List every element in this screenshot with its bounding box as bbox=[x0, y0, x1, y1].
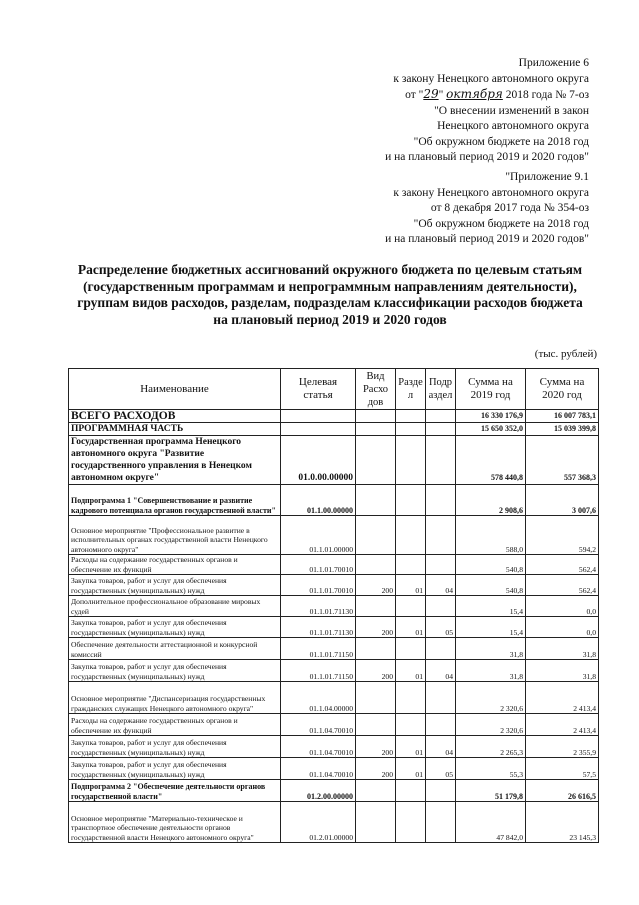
row-podrazdel: 04 bbox=[426, 575, 456, 596]
row-razdel bbox=[396, 485, 426, 516]
row-sum-2020: 15 039 399,8 bbox=[526, 423, 599, 436]
row-podrazdel: 04 bbox=[426, 660, 456, 682]
table-row bbox=[69, 575, 599, 596]
row-sum-2020: 0,0 bbox=[526, 617, 599, 638]
col-header-vid: Вид Расхо дов bbox=[356, 369, 396, 410]
row-sum-2019: 588,0 bbox=[456, 516, 526, 555]
col-header-razdel: Разде л bbox=[396, 369, 426, 410]
row-code: 01.1.01.71130 bbox=[281, 596, 356, 617]
row-name: Основное мероприятие "Профессиональное развитие в исполнительных органах государственной власти Ненецкого автономного округа" bbox=[69, 516, 281, 555]
row-sum-2020: 23 145,3 bbox=[526, 802, 599, 843]
row-vid: 200 bbox=[356, 736, 396, 758]
row-name: Обеспечение деятельности аттестационной и конкурсной комиссий bbox=[69, 638, 281, 660]
row-name: Государственная программа Ненецкого автономного округа "Развитие государственного управления в Ненецком автономном округе" bbox=[69, 436, 281, 485]
row-razdel bbox=[396, 423, 426, 436]
row-sum-2019: 2 265,3 bbox=[456, 736, 526, 758]
col-header-name: Наименование bbox=[69, 369, 281, 410]
row-code: 01.1.00.00000 bbox=[281, 485, 356, 516]
table-row bbox=[69, 736, 599, 758]
row-code: 01.0.00.00000 bbox=[281, 436, 356, 485]
row-name: Закупка товаров, работ и услуг для обеспечения государственных (муниципальных) нужд bbox=[69, 660, 281, 682]
row-sum-2019: 15 650 352,0 bbox=[456, 423, 526, 436]
row-vid bbox=[356, 802, 396, 843]
row-podrazdel bbox=[426, 802, 456, 843]
row-name: ВСЕГО РАСХОДОВ bbox=[69, 410, 281, 423]
row-razdel bbox=[396, 555, 426, 575]
row-sum-2020: 594,2 bbox=[526, 516, 599, 555]
row-vid bbox=[356, 485, 396, 516]
row-name: Расходы на содержание государственных органов и обеспечение их функций bbox=[69, 555, 281, 575]
col-header-code: Целевая статья bbox=[281, 369, 356, 410]
row-sum-2019: 16 330 176,9 bbox=[456, 410, 526, 423]
row-sum-2020: 31,8 bbox=[526, 638, 599, 660]
row-podrazdel: 04 bbox=[426, 736, 456, 758]
row-name: ПРОГРАММНАЯ ЧАСТЬ bbox=[69, 423, 281, 436]
row-sum-2020: 2 413,4 bbox=[526, 682, 599, 714]
table-row bbox=[69, 802, 599, 843]
row-razdel bbox=[396, 596, 426, 617]
appendix-line: и на плановый период 2019 и 2020 годов" bbox=[385, 233, 589, 245]
row-code: 01.1.04.70010 bbox=[281, 736, 356, 758]
appendix-line: Приложение 6 bbox=[518, 57, 589, 69]
appendix2-header bbox=[385, 170, 589, 248]
row-sum-2020: 562,4 bbox=[526, 575, 599, 596]
row-sum-2019: 31,8 bbox=[456, 638, 526, 660]
row-name: Закупка товаров, работ и услуг для обеспечения государственных (муниципальных) нужд bbox=[69, 758, 281, 780]
col-header-2019: Сумма на 2019 год bbox=[456, 369, 526, 410]
row-code: 01.2.00.00000 bbox=[281, 780, 356, 802]
table-row bbox=[69, 617, 599, 638]
row-sum-2020: 0,0 bbox=[526, 596, 599, 617]
row-name: Подпрограмма 2 "Обеспечение деятельности органов государственной власти" bbox=[69, 780, 281, 802]
budget-table bbox=[68, 368, 599, 843]
table-row bbox=[69, 410, 599, 423]
row-vid bbox=[356, 638, 396, 660]
row-code: 01.1.01.71150 bbox=[281, 638, 356, 660]
table-row bbox=[69, 660, 599, 682]
row-sum-2019: 15,4 bbox=[456, 596, 526, 617]
row-vid bbox=[356, 436, 396, 485]
row-razdel: 01 bbox=[396, 617, 426, 638]
row-vid bbox=[356, 682, 396, 714]
table-row bbox=[69, 682, 599, 714]
table-row bbox=[69, 714, 599, 736]
row-razdel: 01 bbox=[396, 758, 426, 780]
row-razdel: 01 bbox=[396, 575, 426, 596]
row-sum-2019: 2 908,6 bbox=[456, 485, 526, 516]
row-sum-2019: 540,8 bbox=[456, 575, 526, 596]
row-sum-2019: 51 179,8 bbox=[456, 780, 526, 802]
row-sum-2019: 2 320,6 bbox=[456, 682, 526, 714]
row-code bbox=[281, 423, 356, 436]
row-podrazdel bbox=[426, 436, 456, 485]
row-sum-2020: 26 616,5 bbox=[526, 780, 599, 802]
table-row bbox=[69, 596, 599, 617]
row-name: Расходы на содержание государственных органов и обеспечение их функций bbox=[69, 714, 281, 736]
row-code bbox=[281, 410, 356, 423]
row-podrazdel bbox=[426, 596, 456, 617]
text: 2018 года № 7-оз bbox=[502, 89, 589, 101]
row-name: Закупка товаров, работ и услуг для обеспечения государственных (муниципальных) нужд bbox=[69, 617, 281, 638]
row-razdel bbox=[396, 780, 426, 802]
row-razdel bbox=[396, 638, 426, 660]
table-row bbox=[69, 638, 599, 660]
row-name: Закупка товаров, работ и услуг для обеспечения государственных (муниципальных) нужд bbox=[69, 575, 281, 596]
table-row bbox=[69, 436, 599, 485]
row-vid bbox=[356, 780, 396, 802]
row-podrazdel: 05 bbox=[426, 758, 456, 780]
row-vid: 200 bbox=[356, 617, 396, 638]
row-podrazdel: 05 bbox=[426, 617, 456, 638]
row-sum-2019: 15,4 bbox=[456, 617, 526, 638]
row-vid bbox=[356, 555, 396, 575]
appendix-line: "О внесении изменений в закон bbox=[434, 104, 589, 117]
document-title bbox=[60, 262, 600, 328]
row-vid bbox=[356, 714, 396, 736]
row-razdel bbox=[396, 802, 426, 843]
row-sum-2020: 16 007 783,1 bbox=[526, 410, 599, 423]
row-code: 01.1.01.71150 bbox=[281, 660, 356, 682]
appendix-header bbox=[385, 56, 589, 166]
row-podrazdel bbox=[426, 714, 456, 736]
row-vid bbox=[356, 516, 396, 555]
appendix-line: от 8 декабря 2017 года № 354-оз bbox=[430, 202, 589, 214]
title-line: (государственным программам и непрограммным направлениям деятельности), bbox=[83, 278, 577, 294]
row-code: 01.1.01.00000 bbox=[281, 516, 356, 555]
row-name: Основное мероприятие "Диспансеризация государственных гражданских служащих Ненецкого автономного округа" bbox=[69, 682, 281, 714]
table-row bbox=[69, 555, 599, 575]
row-sum-2020: 57,5 bbox=[526, 758, 599, 780]
units-label: (тыс. рублей) bbox=[534, 348, 597, 360]
row-podrazdel bbox=[426, 516, 456, 555]
row-code: 01.1.01.70010 bbox=[281, 555, 356, 575]
row-name: Закупка товаров, работ и услуг для обеспечения государственных (муниципальных) нужд bbox=[69, 736, 281, 758]
row-sum-2020: 2 355,9 bbox=[526, 736, 599, 758]
title-line: Распределение бюджетных ассигнований окружного бюджета по целевым статьям bbox=[77, 262, 583, 277]
row-podrazdel bbox=[426, 423, 456, 436]
title-line: на плановый период 2019 и 2020 годов bbox=[213, 311, 447, 327]
row-vid bbox=[356, 423, 396, 436]
row-razdel: 01 bbox=[396, 660, 426, 682]
row-code: 01.1.01.71130 bbox=[281, 617, 356, 638]
row-name: Основное мероприятие "Материально-техническое и транспортное обеспечение деятельности органов государственной власти Ненецкого автономного округа" bbox=[69, 802, 281, 843]
text: " bbox=[438, 89, 447, 101]
row-razdel bbox=[396, 714, 426, 736]
row-razdel: 01 bbox=[396, 736, 426, 758]
row-code: 01.1.01.70010 bbox=[281, 575, 356, 596]
row-name: Дополнительное профессиональное образование мировых судей bbox=[69, 596, 281, 617]
table-row bbox=[69, 423, 599, 436]
row-vid: 200 bbox=[356, 758, 396, 780]
appendix-line: к закону Ненецкого автономного округа bbox=[393, 186, 589, 199]
row-sum-2020: 31,8 bbox=[526, 660, 599, 682]
table-row bbox=[69, 758, 599, 780]
row-podrazdel bbox=[426, 410, 456, 423]
row-razdel bbox=[396, 436, 426, 485]
appendix-date-line bbox=[385, 87, 589, 104]
row-sum-2020: 3 007,6 bbox=[526, 485, 599, 516]
row-sum-2019: 578 440,8 bbox=[456, 436, 526, 485]
row-vid bbox=[356, 596, 396, 617]
row-vid bbox=[356, 410, 396, 423]
col-header-podrazdel: Подр аздел bbox=[426, 369, 456, 410]
appendix-line: к закону Ненецкого автономного округа bbox=[393, 72, 589, 85]
row-code: 01.1.04.00000 bbox=[281, 682, 356, 714]
row-podrazdel bbox=[426, 780, 456, 802]
row-sum-2019: 55,3 bbox=[456, 758, 526, 780]
row-sum-2020: 557 368,3 bbox=[526, 436, 599, 485]
row-sum-2019: 31,8 bbox=[456, 660, 526, 682]
appendix-line: "Об окружном бюджете на 2018 год bbox=[413, 135, 589, 148]
row-vid: 200 bbox=[356, 660, 396, 682]
appendix-line: и на плановый период 2019 и 2020 годов" bbox=[385, 151, 589, 163]
row-sum-2019: 47 842,0 bbox=[456, 802, 526, 843]
appendix-line: "Приложение 9.1 bbox=[505, 171, 589, 183]
row-sum-2020: 562,4 bbox=[526, 555, 599, 575]
row-code: 01.1.04.70010 bbox=[281, 758, 356, 780]
handwritten-month: октября bbox=[446, 87, 503, 101]
row-sum-2019: 2 320,6 bbox=[456, 714, 526, 736]
col-header-2020: Сумма на 2020 год bbox=[526, 369, 599, 410]
row-podrazdel bbox=[426, 555, 456, 575]
row-razdel bbox=[396, 410, 426, 423]
row-code: 01.1.04.70010 bbox=[281, 714, 356, 736]
row-razdel bbox=[396, 516, 426, 555]
table-row bbox=[69, 516, 599, 555]
row-sum-2019: 540,8 bbox=[456, 555, 526, 575]
row-code: 01.2.01.00000 bbox=[281, 802, 356, 843]
row-podrazdel bbox=[426, 638, 456, 660]
row-name: Подпрограмма 1 "Совершенствование и развитие кадрового потенциала органов государственной власти" bbox=[69, 485, 281, 516]
row-sum-2020: 2 413,4 bbox=[526, 714, 599, 736]
row-vid: 200 bbox=[356, 575, 396, 596]
table-row bbox=[69, 485, 599, 516]
title-line: группам видов расходов, разделам, подразделам классификации расходов бюджета bbox=[77, 295, 583, 310]
handwritten-day: 29 bbox=[423, 87, 439, 101]
row-podrazdel bbox=[426, 485, 456, 516]
row-razdel bbox=[396, 682, 426, 714]
text: от " bbox=[405, 89, 424, 101]
row-podrazdel bbox=[426, 682, 456, 714]
table-row bbox=[69, 780, 599, 802]
appendix-line: "Об окружном бюджете на 2018 год bbox=[413, 217, 589, 230]
appendix-line: Ненецкого автономного округа bbox=[437, 120, 589, 132]
